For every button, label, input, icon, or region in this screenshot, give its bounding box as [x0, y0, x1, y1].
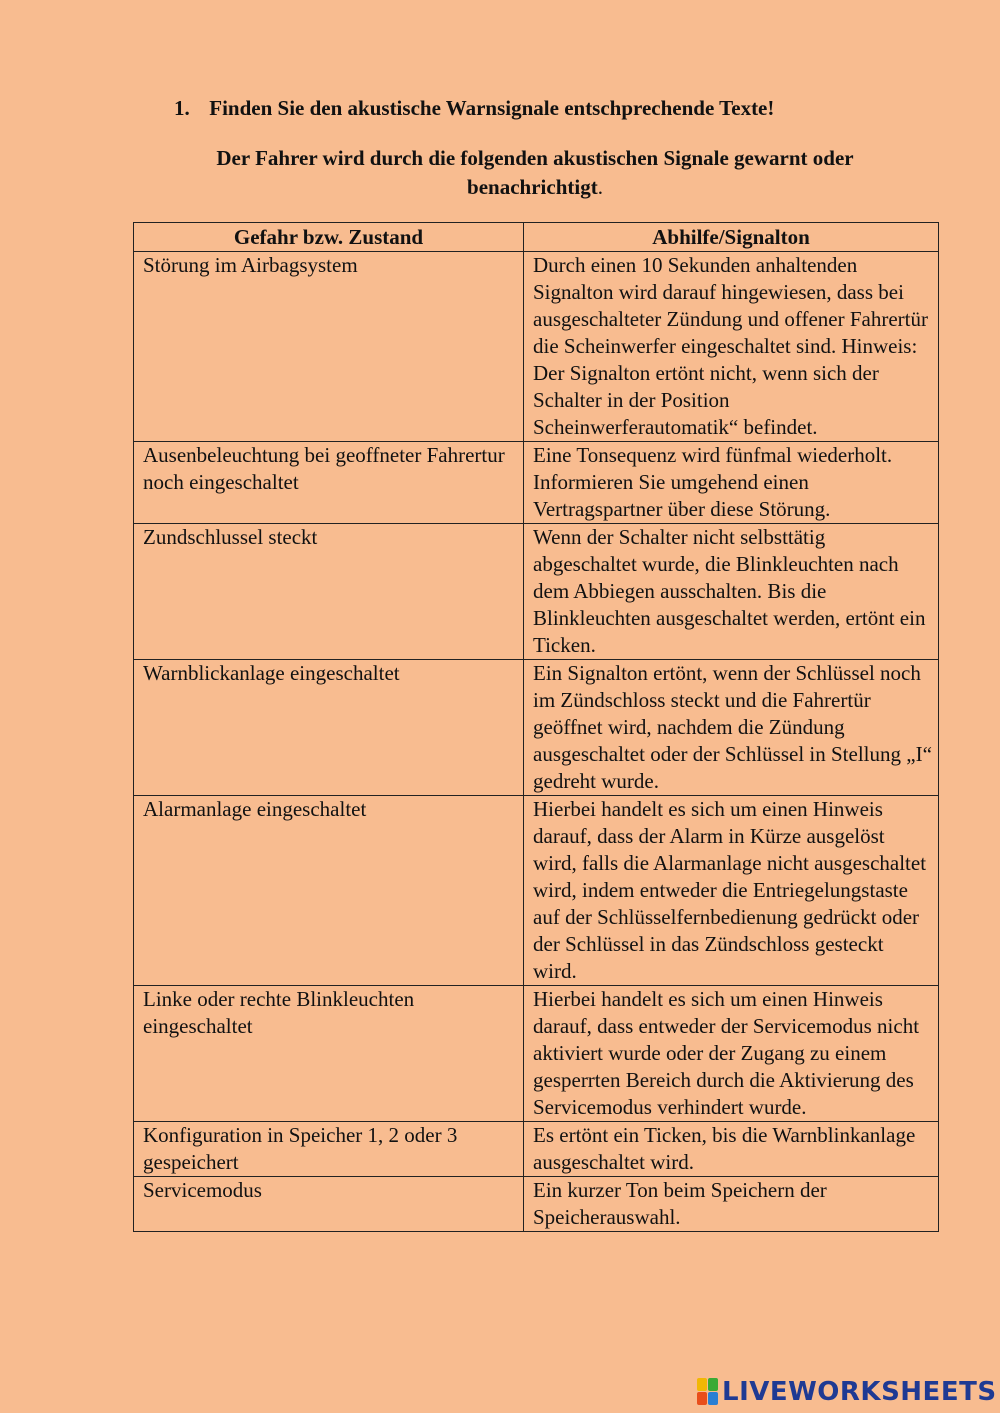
condition-cell: Servicemodus: [134, 1177, 524, 1232]
remedy-cell: Es ertönt ein Ticken, bis die Warnblinkanlage ausgeschaltet wird.: [524, 1122, 939, 1177]
intro-period: .: [597, 175, 603, 199]
table-row: [134, 796, 939, 986]
table-row: [134, 660, 939, 796]
remedy-cell: Ein kurzer Ton beim Speichern der Speicherauswahl.: [524, 1177, 939, 1232]
table-row: [134, 252, 939, 442]
remedy-cell: Durch einen 10 Sekunden anhaltenden Signalton wird darauf hingewiesen, dass bei ausgeschalteter Zündung und offener Fahrertür die Scheinwerfer eingeschaltet sind. Hinweis: Der Signalton ertönt nicht, wenn sich der Schalter in der Position Scheinwerferautomatik“ befindet.: [524, 252, 939, 442]
condition-cell: Konfiguration in Speicher 1, 2 oder 3 gespeichert: [134, 1122, 524, 1177]
remedy-cell: Hierbei handelt es sich um einen Hinweis darauf, dass entweder der Servicemodus nicht aktiviert wurde oder der Zugang zu einem gesperrten Bereich durch die Aktivierung des Servicemodus verhindert wurde.: [524, 986, 939, 1122]
condition-cell: Störung im Airbagsystem: [134, 252, 524, 442]
task-title: Finden Sie den akustische Warnsignale entschprechende Texte!: [209, 96, 775, 120]
intro-paragraph: [150, 144, 920, 202]
condition-cell: Alarmanlage eingeschaltet: [134, 796, 524, 986]
warning-signals-table: [133, 222, 939, 1232]
header-condition: Gefahr bzw. Zustand: [134, 223, 524, 252]
condition-cell: Linke oder rechte Blinkleuchten eingeschaltet: [134, 986, 524, 1122]
table-row: [134, 1122, 939, 1177]
remedy-cell: Hierbei handelt es sich um einen Hinweis darauf, dass der Alarm in Kürze ausgelöst wird, falls die Alarmanlage nicht ausgeschaltet wird, indem entweder die Entriegelungstaste auf der Schlüsselfernbedienung gedrückt oder der Schlüssel in das Zündschloss gesteckt wird.: [524, 796, 939, 986]
task-number: 1.: [174, 96, 190, 120]
table-header-row: [134, 223, 939, 252]
remedy-cell: Ein Signalton ertönt, wenn der Schlüssel noch im Zündschloss steckt und die Fahrertür geöffnet wird, nachdem die Zündung ausgeschaltet oder der Schlüssel in Stellung „I“ gedreht wurde.: [524, 660, 939, 796]
task-heading: [174, 94, 774, 122]
remedy-cell: Eine Tonsequenz wird fünfmal wiederholt. Informieren Sie umgehend einen Vertragspartner über diese Störung.: [524, 442, 939, 524]
liveworksheets-logo: [697, 1377, 997, 1407]
intro-text: Der Fahrer wird durch die folgenden akustischen Signale gewarnt oder benachrichtigt: [216, 146, 854, 199]
logo-blocks-icon: [697, 1378, 719, 1406]
table-row: [134, 524, 939, 660]
condition-cell: Warnblickanlage eingeschaltet: [134, 660, 524, 796]
table-row: [134, 1177, 939, 1232]
remedy-cell: Wenn der Schalter nicht selbsttätig abgeschaltet wurde, die Blinkleuchten nach dem Abbiegen ausschalten. Bis die Blinkleuchten ausgeschaltet werden, ertönt ein Ticken.: [524, 524, 939, 660]
table-row: [134, 442, 939, 524]
condition-cell: Ausenbeleuchtung bei geoffneter Fahrertur noch eingeschaltet: [134, 442, 524, 524]
logo-text: LIVEWORKSHEETS: [722, 1377, 997, 1407]
header-remedy: Abhilfe/Signalton: [524, 223, 939, 252]
table-row: [134, 986, 939, 1122]
condition-cell: Zundschlussel steckt: [134, 524, 524, 660]
